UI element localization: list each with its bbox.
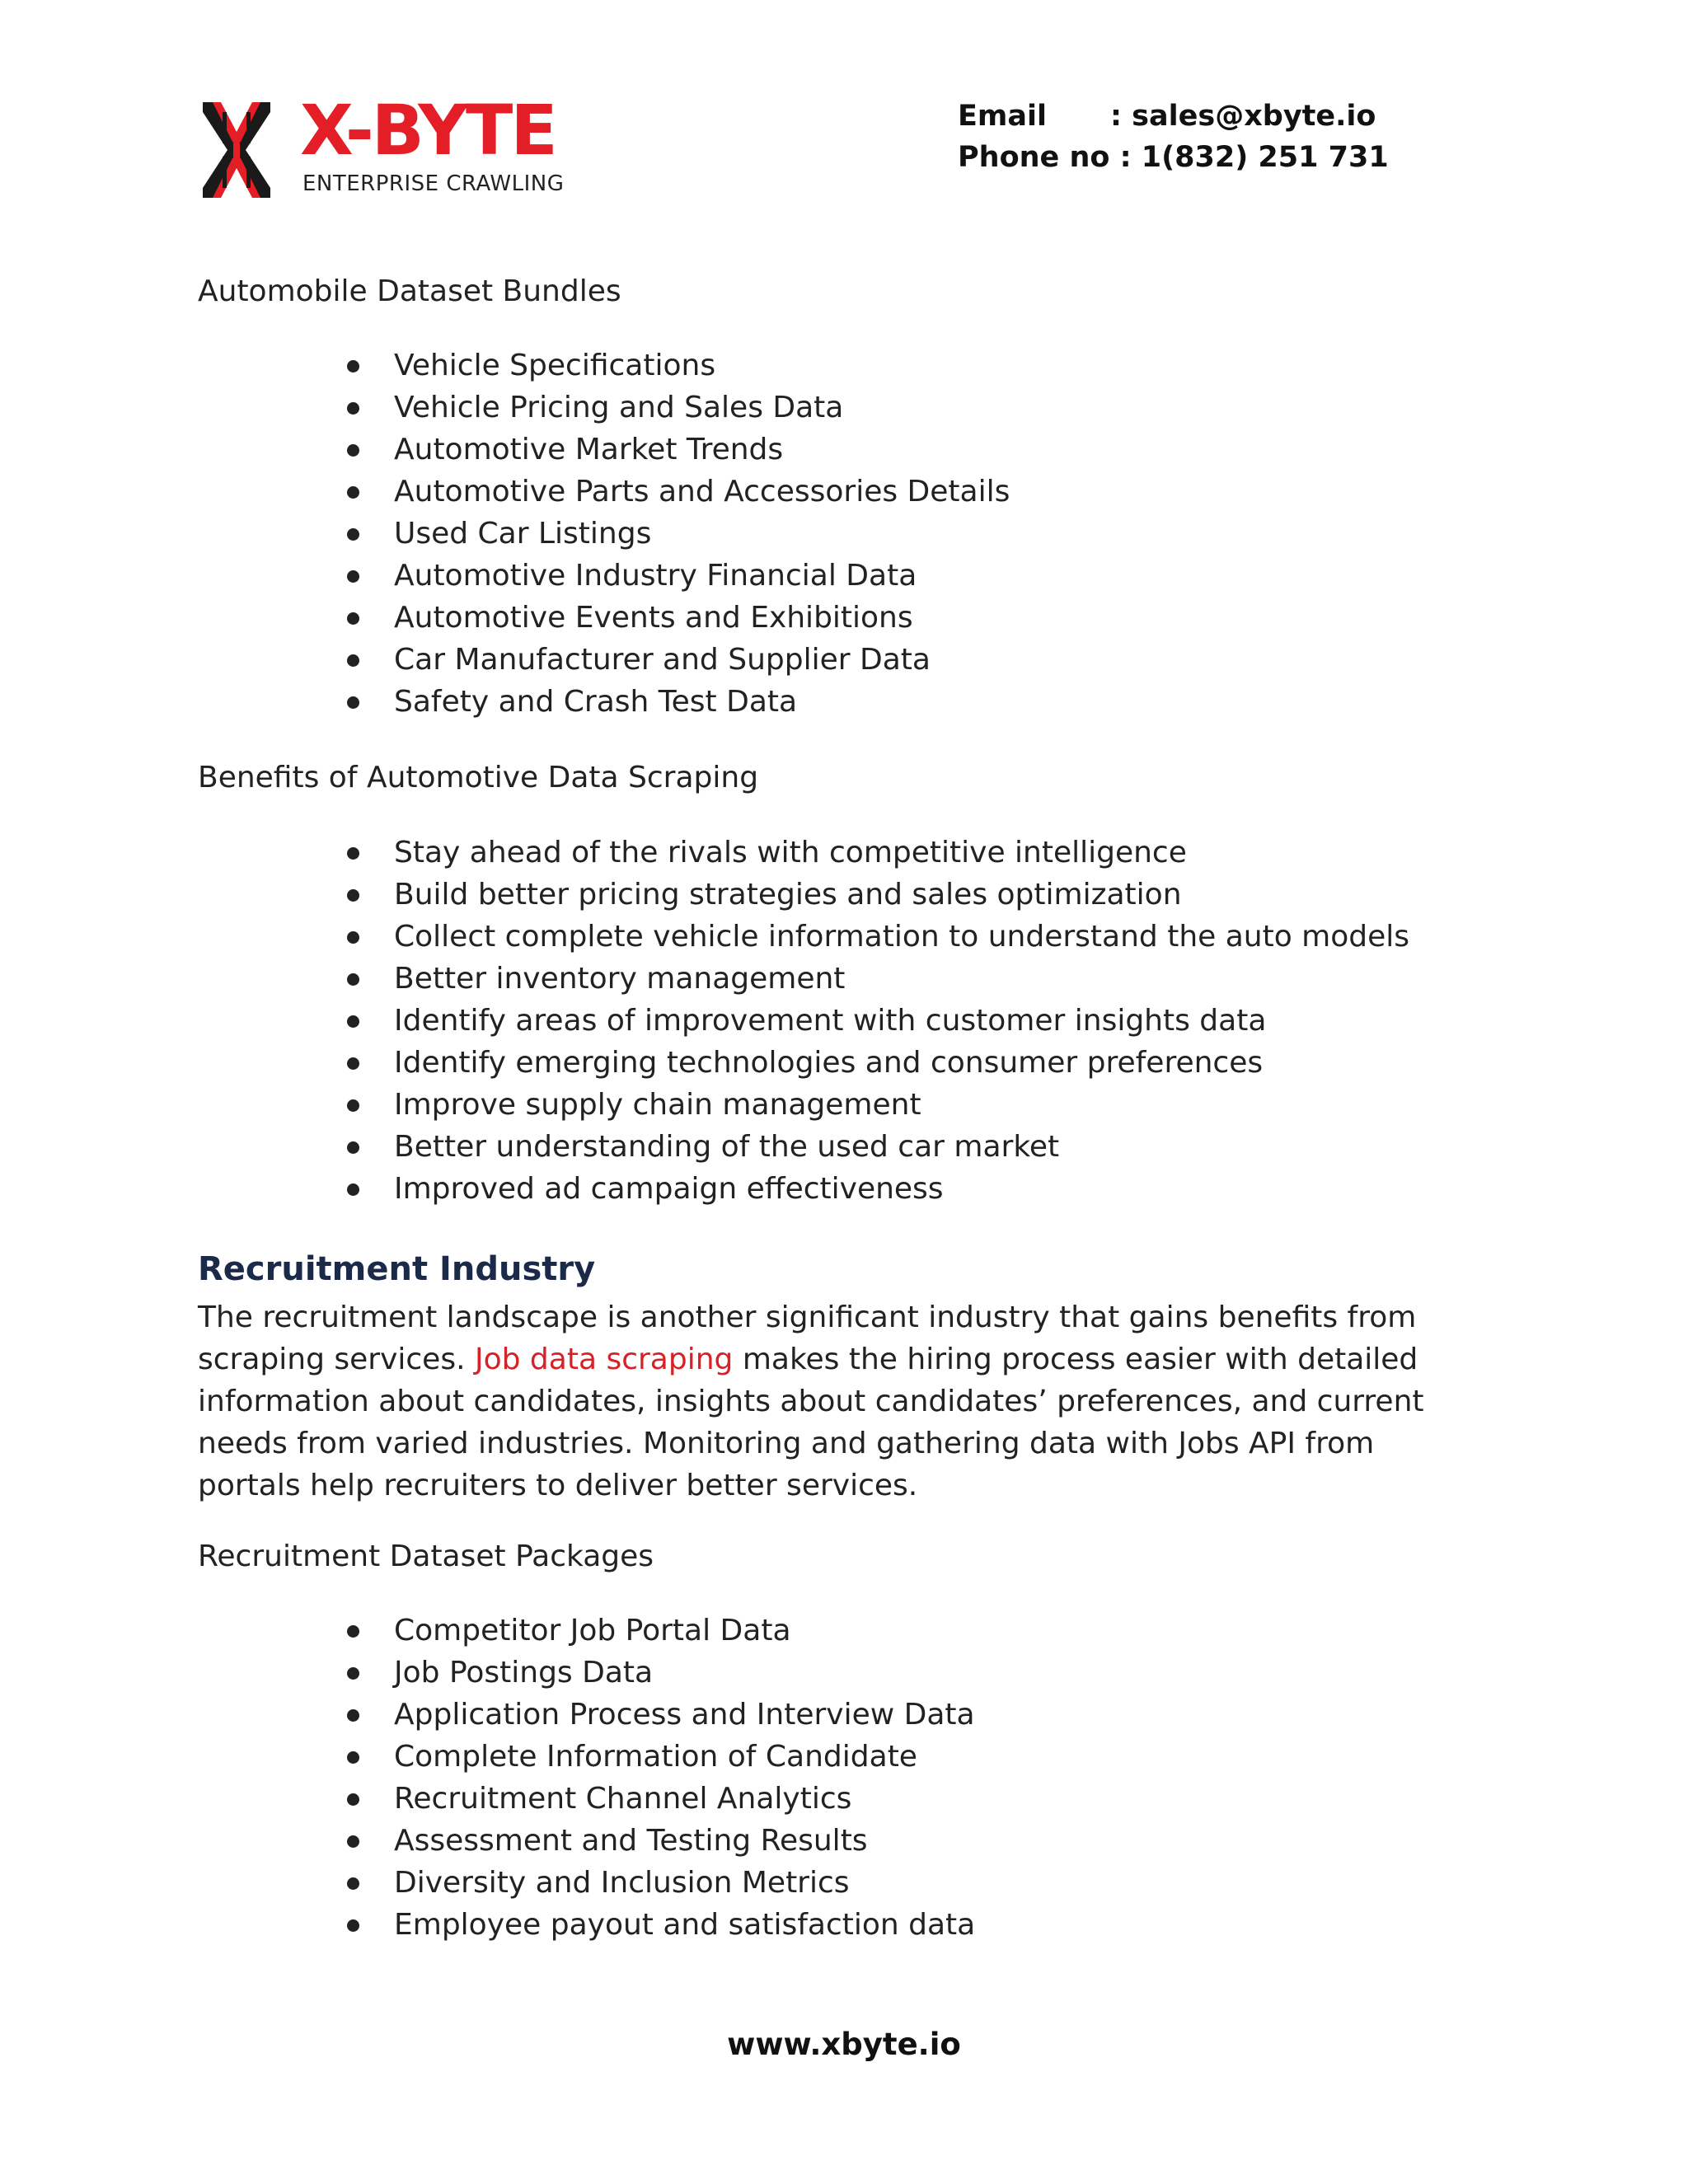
paragraph-line: needs from varied industries. Monitoring and gathering data with Jobs API from [198, 1427, 1375, 1460]
list-item [198, 1862, 975, 1904]
list-item-text: Collect complete vehicle information to understand the auto models [394, 920, 1410, 954]
bullet-icon [347, 528, 359, 541]
list-item [198, 1652, 975, 1694]
list-item [198, 471, 1010, 513]
phone-row [958, 137, 1389, 178]
list-item [198, 1694, 975, 1736]
phone-label: Phone no [958, 141, 1110, 174]
list-item [198, 1610, 975, 1652]
list-item-text: Car Manufacturer and Supplier Data [394, 643, 931, 677]
list-item-text: Better inventory management [394, 962, 846, 996]
list-item [198, 1778, 975, 1820]
list-item-text: Job Postings Data [394, 1656, 654, 1690]
list-item-text: Automotive Parts and Accessories Details [394, 475, 1010, 509]
bullet-icon [347, 1625, 359, 1638]
automobile-bundles-title: Automobile Dataset Bundles [198, 274, 621, 308]
automotive-benefits-title: Benefits of Automotive Data Scraping [198, 761, 759, 794]
bullet-icon [347, 1793, 359, 1806]
email-row [958, 96, 1389, 137]
list-item-text: Safety and Crash Test Data [394, 685, 798, 719]
list-item [198, 1042, 1409, 1084]
list-item [198, 344, 1010, 387]
list-item [198, 958, 1409, 1000]
bullet-icon [347, 889, 359, 902]
list-item-text: Improve supply chain management [394, 1088, 921, 1122]
bullet-icon [347, 973, 359, 986]
list-item [198, 597, 1010, 639]
list-item [198, 513, 1010, 555]
bullet-icon [347, 612, 359, 625]
list-item [198, 1084, 1409, 1126]
list-item-text: Automotive Industry Financial Data [394, 559, 917, 593]
list-item [198, 387, 1010, 429]
bullet-icon [347, 696, 359, 709]
recruitment-paragraph [198, 1296, 1484, 1507]
list-item-text: Used Car Listings [394, 517, 652, 551]
list-item-text: Vehicle Pricing and Sales Data [394, 391, 844, 424]
bullet-icon [347, 1057, 359, 1070]
list-item-text: Improved ad campaign effectiveness [394, 1172, 944, 1206]
logo-subtitle: ENTERPRISE CRAWLING [302, 171, 565, 196]
paragraph-line: The recruitment landscape is another significant industry that gains benefits from [198, 1301, 1417, 1334]
list-item [198, 1736, 975, 1778]
list-item [198, 1126, 1409, 1168]
bullet-icon [347, 402, 359, 415]
list-item-text: Identify areas of improvement with customer insights data [394, 1004, 1267, 1038]
list-item [198, 832, 1409, 874]
company-logo [203, 90, 582, 201]
email-value[interactable]: : sales@xbyte.io [1110, 100, 1376, 133]
paragraph-line: information about candidates, insights about candidates’ preferences, and current [198, 1385, 1424, 1418]
list-item [198, 1904, 975, 1946]
list-item [198, 681, 1010, 723]
logo-title: X-BYTE [300, 90, 556, 171]
bullet-icon [347, 1015, 359, 1028]
list-item-text: Assessment and Testing Results [394, 1824, 868, 1858]
footer-website-link[interactable]: www.xbyte.io [727, 2027, 961, 2062]
contact-block [958, 96, 1389, 178]
email-label: Email [958, 100, 1047, 133]
phone-value[interactable]: : 1(832) 251 731 [1119, 141, 1389, 174]
list-item [198, 429, 1010, 471]
list-item-text: Identify emerging technologies and consumer preferences [394, 1046, 1264, 1080]
bullet-icon [347, 444, 359, 457]
list-item-text: Recruitment Channel Analytics [394, 1782, 852, 1816]
list-item [198, 555, 1010, 597]
paragraph-line [198, 1338, 1484, 1380]
list-item [198, 916, 1409, 958]
bullet-icon [347, 931, 359, 944]
recruitment-packages-list [198, 1610, 975, 1946]
recruitment-packages-title: Recruitment Dataset Packages [198, 1540, 654, 1573]
list-item-text: Employee payout and satisfaction data [394, 1908, 976, 1942]
list-item [198, 874, 1409, 916]
list-item [198, 639, 1010, 681]
bullet-icon [347, 1835, 359, 1848]
bullet-icon [347, 847, 359, 860]
bullet-icon [347, 654, 359, 667]
list-item-text: Competitor Job Portal Data [394, 1614, 791, 1647]
bullet-icon [347, 1919, 359, 1932]
x-byte-logo-mark-icon [203, 102, 270, 198]
bullet-icon [347, 360, 359, 373]
list-item [198, 1168, 1409, 1210]
automotive-benefits-list [198, 832, 1409, 1210]
paragraph-text: scraping services. [198, 1343, 475, 1376]
bullet-icon [347, 486, 359, 499]
bullet-icon [347, 1709, 359, 1722]
list-item-text: Stay ahead of the rivals with competitive intelligence [394, 836, 1187, 869]
list-item [198, 1820, 975, 1862]
bullet-icon [347, 1751, 359, 1764]
bullet-icon [347, 1183, 359, 1196]
list-item-text: Automotive Market Trends [394, 433, 784, 466]
recruitment-heading: Recruitment Industry [198, 1250, 596, 1288]
bullet-icon [347, 1877, 359, 1890]
list-item-text: Build better pricing strategies and sales optimization [394, 878, 1182, 912]
bullet-icon [347, 1667, 359, 1680]
job-data-scraping-link[interactable]: Job data scraping [474, 1343, 734, 1376]
paragraph-text: makes the hiring process easier with detailed [733, 1343, 1418, 1376]
list-item-text: Better understanding of the used car market [394, 1130, 1060, 1164]
list-item-text: Diversity and Inclusion Metrics [394, 1866, 850, 1900]
bullet-icon [347, 1141, 359, 1154]
list-item-text: Complete Information of Candidate [394, 1740, 917, 1774]
list-item-text: Vehicle Specifications [394, 349, 716, 382]
list-item-text: Application Process and Interview Data [394, 1698, 975, 1732]
bullet-icon [347, 570, 359, 583]
bullet-icon [347, 1099, 359, 1112]
automobile-bundles-list [198, 344, 1010, 723]
list-item-text: Automotive Events and Exhibitions [394, 601, 913, 635]
list-item [198, 1000, 1409, 1042]
paragraph-line: portals help recruiters to deliver better services. [198, 1469, 918, 1502]
